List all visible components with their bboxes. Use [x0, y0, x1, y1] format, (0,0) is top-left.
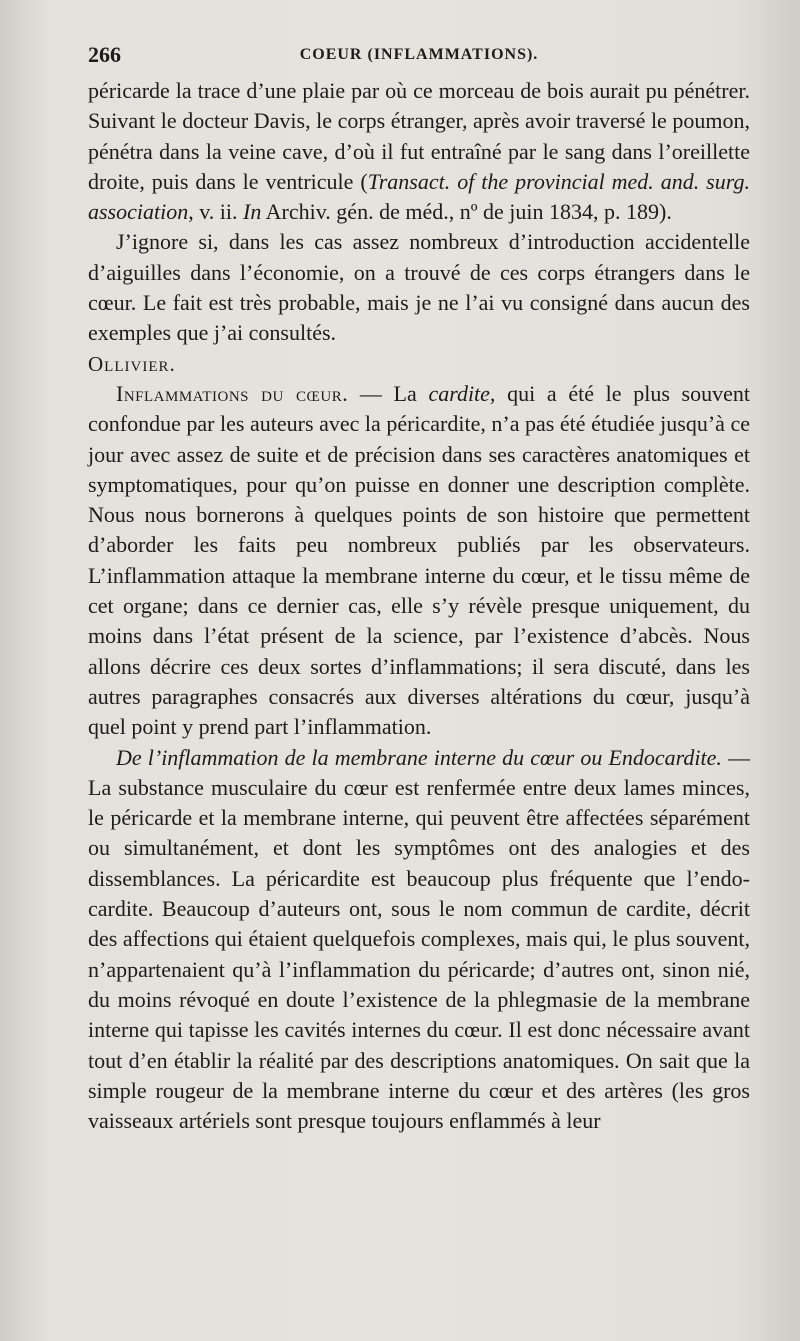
citation-title: Transact. of the provincial med. and. surg. association: [88, 168, 750, 225]
paragraph-inflammations: [88, 379, 750, 743]
page-header: [88, 42, 750, 72]
paragraph-davis: [88, 76, 750, 227]
term-cardite: cardite,: [428, 380, 496, 406]
paragraph-inflammations-text: qui a été le plus souvent confondue par les auteurs avec la péricardite, n’a pas été étudiée jusqu’à ce jour avec assez de suite et de précision dans ses caractères anatomiques et symptomatiques, pour qu’on puisse en donner une description complète. Nous nous bornerons à quelques points de son histoire que permettent d’aborder les faits peu nombreux publiés par les observateurs. L’inflammation attaque la membrane interne du cœur, et le tissu même de cet organe; dans ce dernier cas, elle s’y révèle presque uniquement, du moins dans l’état présent de la science, par l’existence d’abcès. Nous allons décrire ces deux sortes d’inflammations; il sera discuté, dans les autres paragraphes consacrés aux diverses altérations du cœur, jusqu’à quel point y prend part l’inflammation.: [88, 380, 750, 740]
page-number: 266: [88, 42, 121, 67]
paragraph-endocardite-text: — La substance musculaire du cœur est renfermée entre deux lames minces, le péricarde et la membrane interne, qui peuvent être affectées séparément ou simultanément, et dont les symptômes ont des analogies et des dissemblances. La péricardite est beaucoup plus fréquente que l’endo-cardite. Beaucoup d’auteurs ont, sous le nom commun de cardite, décrit des affections qui étaient quelquefois complexes, mais qui, le plus souvent, n’appartenaient qu’à l’inflammation du péricarde; d’autres ont, sinon nié, du moins révoqué en doute l’existence de la phlegmasie de la membrane interne qui tapisse les cavités internes du cœur. Il est donc nécessaire avant tout d’en établir la réalité par des descriptions anatomiques. On sait que la simple rougeur de la membrane interne du cœur et des artères (les gros vaisseaux artériels sont presque toujours enflammés à leur: [88, 744, 750, 1134]
citation-source: Archiv. gén. de méd., nº de juin 1834, p. 189).: [261, 199, 672, 225]
page-body: [88, 76, 750, 1136]
citation-volume: , v. ii.: [188, 199, 244, 225]
citation-in: In: [243, 199, 262, 225]
paragraph-endocardite: [88, 743, 750, 1137]
paragraph-davis-text: péricarde la trace d’une plaie par où ce morceau de bois aurait pu pénétrer. Suivant le docteur Davis, le corps étranger, après avoir traversé le poumon, pénétra dans la veine cave, d’où il fut entraîné par le sang dans l’oreillette droite, puis dans le ventricule (: [88, 78, 750, 194]
paragraph-aiguilles: J’ignore si, dans les cas assez nombreux d’introduction accidentelle d’aiguilles dans l’économie, on a trouvé de ces corps étrangers dans le cœur. Le fait est très probable, mais je ne l’ai vu consigné dans aucun des exemples que j’ai consultés.: [88, 229, 750, 346]
section-heading-endocardite: De l’inflammation de la membrane interne du cœur ou Endocardite.: [116, 744, 722, 770]
section-heading-inflammations: Inflammations du cœur.: [116, 380, 349, 406]
running-head: COEUR (INFLAMMATIONS).: [299, 46, 539, 63]
paragraph-inflammations-dash: — La: [348, 380, 429, 406]
author-signature: Ollivier.: [88, 351, 176, 376]
